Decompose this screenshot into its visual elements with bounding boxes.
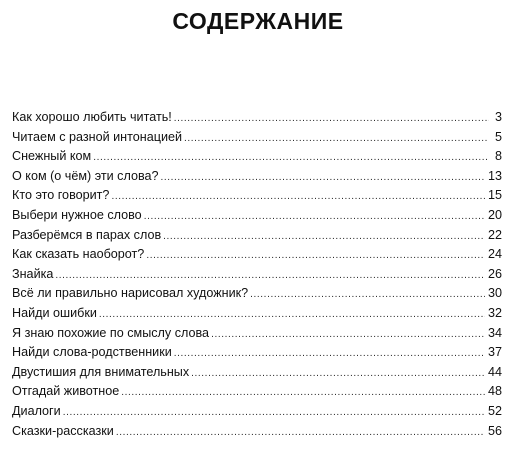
table-of-contents [12, 108, 502, 441]
dot-leader [163, 227, 485, 247]
toc-entry-page-number: 37 [487, 345, 502, 360]
toc-entry[interactable] [12, 304, 502, 324]
toc-entry-title: Всё ли правильно нарисовал художник? [12, 286, 249, 301]
toc-entry[interactable] [12, 206, 502, 226]
dot-leader [93, 148, 489, 168]
toc-entry-title: Диалоги [12, 403, 61, 418]
toc-entry-title: Выбери нужное слово [12, 207, 142, 222]
toc-entry[interactable] [12, 382, 502, 402]
toc-entry-title: Я знаю похожие по смыслу слова [12, 325, 210, 340]
toc-entry-page-number: 24 [487, 247, 502, 262]
toc-entry[interactable] [12, 422, 502, 442]
toc-entry-title: Как сказать наоборот? [12, 247, 145, 262]
toc-entry[interactable] [12, 226, 502, 246]
toc-entry[interactable] [12, 147, 502, 167]
toc-entry-page-number: 30 [487, 286, 502, 301]
toc-entry-page-number: 15 [487, 188, 502, 203]
toc-entry-title: Сказки-рассказки [12, 423, 114, 438]
toc-entry[interactable] [12, 108, 502, 128]
dot-leader [174, 344, 485, 364]
dot-leader [55, 266, 485, 286]
toc-entry-title: Двустишия для внимательных [12, 364, 190, 379]
dot-leader [63, 403, 485, 423]
dot-leader [174, 109, 489, 129]
toc-entry-page-number: 13 [487, 168, 502, 183]
toc-entry-title: Читаем с разной интонацией [12, 129, 183, 144]
dot-leader [191, 364, 485, 384]
page-title: СОДЕРЖАНИЕ [172, 8, 344, 34]
toc-entry[interactable] [12, 245, 502, 265]
toc-entry[interactable] [12, 363, 502, 383]
dot-leader [116, 423, 485, 443]
toc-entry-page-number: 3 [494, 110, 502, 124]
dot-leader [161, 168, 485, 188]
toc-entry-title: Найди слова-родственники [12, 345, 172, 360]
toc-entry-page-number: 56 [487, 423, 502, 438]
toc-entry-page-number: 20 [487, 207, 502, 222]
dot-leader [144, 207, 485, 227]
toc-entry[interactable] [12, 265, 502, 285]
toc-entry[interactable] [12, 167, 502, 187]
toc-entry-page-number: 32 [487, 305, 502, 320]
dot-leader [250, 285, 485, 305]
dot-leader [184, 129, 489, 149]
toc-entry-title: Разберёмся в парах слов [12, 227, 162, 242]
dot-leader [211, 325, 485, 345]
toc-entry-title: Знайка [12, 266, 54, 281]
toc-entry[interactable] [12, 324, 502, 344]
toc-entry-title: Снежный ком [12, 149, 92, 164]
toc-entry-title: О ком (о чём) эти слова? [12, 168, 159, 183]
toc-entry-page-number: 8 [494, 149, 502, 164]
toc-entry[interactable] [12, 186, 502, 206]
toc-entry[interactable] [12, 128, 502, 148]
toc-entry-page-number: 48 [487, 384, 502, 399]
dot-leader [146, 246, 485, 266]
toc-entry-page-number: 26 [487, 266, 502, 281]
toc-entry-title: Кто это говорит? [12, 188, 110, 203]
toc-entry-page-number: 44 [487, 364, 502, 379]
toc-entry[interactable] [12, 343, 502, 363]
toc-entry-title: Найди ошибки [12, 305, 97, 320]
dot-leader [121, 383, 485, 403]
dot-leader [111, 187, 485, 207]
toc-entry-title: Как хорошо любить читать! [12, 110, 172, 124]
toc-entry-page-number: 5 [494, 129, 502, 144]
dot-leader [99, 305, 485, 325]
toc-entry-page-number: 34 [487, 325, 502, 340]
toc-entry[interactable] [12, 284, 502, 304]
toc-entry[interactable] [12, 402, 502, 422]
toc-entry-page-number: 22 [487, 227, 502, 242]
toc-entry-title: Отгадай животное [12, 384, 120, 399]
toc-entry-page-number: 52 [487, 403, 502, 418]
